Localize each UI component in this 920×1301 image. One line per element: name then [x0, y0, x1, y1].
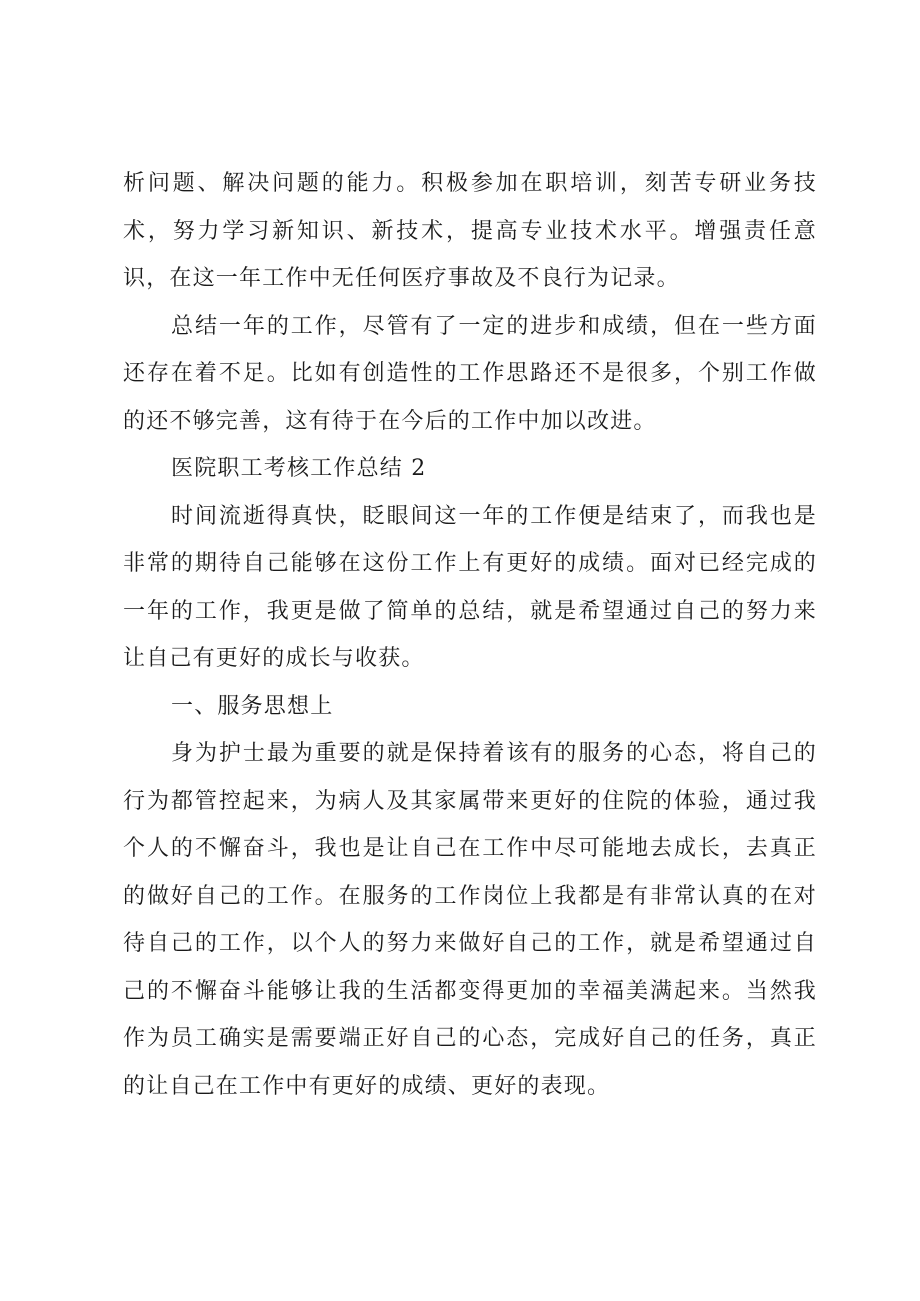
paragraph-continuation: 析问题、解决问题的能力。积极参加在职培训，刻苦专研业务技术，努力学习新知识、新技术，提高专业技术水平。增强责任意识，在这一年工作中无任何医疗事故及不良行为记录。 — [123, 171, 817, 291]
paragraph-intro: 时间流逝得真快，眨眼间这一年的工作便是结束了，而我也是非常的期待自己能够在这份工作上有更好的成绩。面对已经完成的一年的工作，我更是做了简单的总结，就是希望通过自己的努力来让自己有更好的成长与收获。 — [123, 503, 817, 671]
paragraph-service: 身为护士最为重要的就是保持着该有的服务的心态，将自己的行为都管控起来，为病人及其家属带来更好的住院的体验，通过我个人的不懈奋斗，我也是让自己在工作中尽可能地去成长，去真正的做好自己的工作。在服务的工作岗位上我都是有非常认真的在对待自己的工作，以个人的努力来做好自己的工作，就是希望通过自己的不懈奋斗能够让我的生活都变得更加的幸福美满起来。当然我作为员工确实是需要端正好自己的心态，完成好自己的任务，真正的让自己在工作中有更好的成绩、更好的表现。 — [123, 741, 817, 1099]
paragraph-summary: 总结一年的工作，尽管有了一定的进步和成绩，但在一些方面还存在着不足。比如有创造性的工作思路还不是很多，个别工作做的还不够完善，这有待于在今后的工作中加以改进。 — [123, 313, 817, 434]
document-body — [123, 160, 817, 1110]
subsection-title: 一、服务思想上 — [171, 693, 334, 719]
section-title: 医院职工考核工作总结 2 — [171, 456, 427, 481]
